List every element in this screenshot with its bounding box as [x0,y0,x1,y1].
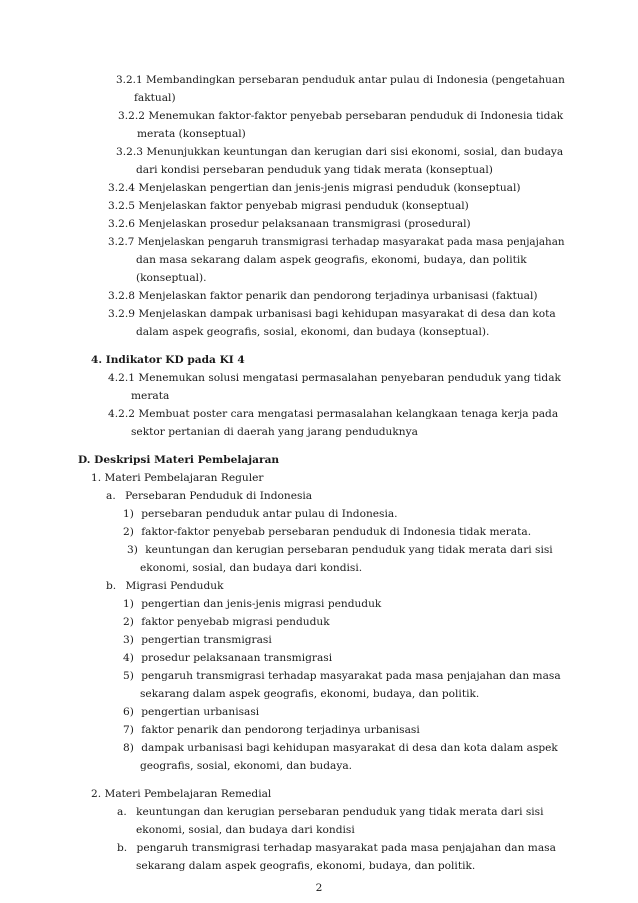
ki4-heading: 4. Indikator KD pada KI 4 [91,354,245,366]
item-text: pengaruh transmigrasi terhadap masyarakat pada masa penjajahan dan masa [141,670,561,682]
item-number: 3) [123,634,134,646]
item-text: prosedur pelaksanaan transmigrasi [141,652,333,664]
indicator-number: 4.2.2 [108,408,135,420]
list-item [123,705,259,719]
indicator-text-cont: dalam aspek geografis, sosial, ekonomi, dan budaya (konseptual). [136,326,490,338]
indicator-text: Menemukan solusi mengatasi permasalahan penyebaran penduduk yang tidak [138,372,561,384]
item-text-cont: geografis, sosial, ekonomi, dan budaya. [140,760,352,772]
list-item [123,723,420,737]
item-number: 2) [123,616,134,628]
item-number: 3) [127,544,138,556]
indicator-number: 4.2.1 [108,372,135,384]
item-text-cont: ekonomi, sosial, dan budaya dari kondisi. [140,562,363,574]
indicator-text-cont: merata (konseptual) [137,128,246,140]
item-number: 6) [123,706,134,718]
item-text: persebaran penduduk antar pulau di Indonesia. [141,508,398,520]
list-item [123,669,561,683]
indicator-number: 3.2.2 [118,110,145,122]
indicator-text-cont: dan masa sekarang dalam aspek geografis, ekonomi, budaya, dan politik [136,254,527,266]
list-item [127,543,553,557]
indicator-number: 3.2.3 [116,146,143,158]
item-text: pengertian dan jenis-jenis migrasi penduduk [141,598,382,610]
item-text: dampak urbanisasi bagi kehidupan masyarakat di desa dan kota dalam aspek [141,742,558,754]
indicator-text-cont: sektor pertanian di daerah yang jarang penduduknya [131,426,418,438]
list-item [117,841,556,855]
indicator-text: Menemukan faktor-faktor penyebab persebaran penduduk di Indonesia tidak [148,110,564,122]
indicator-text: Menjelaskan faktor penarik dan pendorong terjadinya urbanisasi (faktual) [138,290,538,302]
indicator-number: 3.2.4 [108,182,135,194]
indicator-text: Menjelaskan prosedur pelaksanaan transmigrasi (prosedural) [138,218,471,230]
item-number: 4) [123,652,134,664]
indicator-text: Membuat poster cara mengatasi permasalahan kelangkaan tenaga kerja pada [138,408,559,420]
list-item [123,741,558,755]
item-text: pengaruh transmigrasi terhadap masyarakat pada masa penjajahan dan masa [136,842,556,854]
item-number: 1) [123,598,134,610]
indicator-text-cont: merata [131,390,170,402]
remedial-heading: 2. Materi Pembelajaran Remedial [91,788,272,800]
indicator-text: Menjelaskan pengaruh transmigrasi terhadap masyarakat pada masa penjajahan [137,236,565,248]
item-text: pengertian transmigrasi [141,634,272,646]
item-text: faktor penyebab migrasi penduduk [141,616,330,628]
indicator-number: 3.2.5 [108,200,135,212]
indicator-text-cont: faktual) [134,92,176,104]
item-number: 1) [123,508,134,520]
indicator-number: 3.2.8 [108,290,135,302]
item-text: keuntungan dan kerugian persebaran penduduk yang tidak merata dari sisi [136,806,544,818]
list-item [123,633,272,647]
item-number: b. [117,842,128,854]
indicator-text-cont: (konseptual). [136,272,207,284]
indicator-number: 3.2.6 [108,218,135,230]
subsection-label: b. [106,580,117,592]
indicator-number: 3.2.7 [108,236,135,248]
item-text: pengertian urbanisasi [141,706,260,718]
indicator-text: Menjelaskan pengertian dan jenis-jenis migrasi penduduk (konseptual) [138,182,521,194]
item-text-cont: sekarang dalam aspek geografis, ekonomi, budaya, dan politik. [136,860,476,872]
item-text-cont: sekarang dalam aspek geografis, ekonomi, budaya, dan politik. [140,688,480,700]
item-number: 7) [123,724,134,736]
subsection-title: Persebaran Penduduk di Indonesia [125,490,313,502]
item-number: 5) [123,670,134,682]
item-text-cont: ekonomi, sosial, dan budaya dari kondisi [136,824,355,836]
list-item [123,597,381,611]
item-text: faktor penarik dan pendorong terjadinya urbanisasi [141,724,420,736]
subsection-title: Migrasi Penduduk [125,580,224,592]
indicator-number: 3.2.1 [116,74,143,86]
item-number: 2) [123,526,134,538]
indicator-text: Menjelaskan faktor penyebab migrasi penduduk (konseptual) [138,200,469,212]
indicator-number: 3.2.9 [108,308,135,320]
item-text: faktor-faktor penyebab persebaran penduduk di Indonesia tidak merata. [141,526,532,538]
list-item [117,805,544,819]
list-item [123,651,332,665]
indicator-text: Menunjukkan keuntungan dan kerugian dari sisi ekonomi, sosial, dan budaya [146,146,564,158]
indicator-text: Menjelaskan dampak urbanisasi bagi kehidupan masyarakat di desa dan kota [138,308,556,320]
page-number: 2 [315,882,323,894]
list-item [123,507,398,521]
indicator-text: Membandingkan persebaran penduduk antar pulau di Indonesia (pengetahuan [145,74,565,86]
item-number: 8) [123,742,134,754]
item-number: a. [117,806,127,818]
list-item [123,525,531,539]
reguler-heading: 1. Materi Pembelajaran Reguler [91,472,264,484]
item-text: keuntungan dan kerugian persebaran penduduk yang tidak merata dari sisi [145,544,553,556]
section-d-heading: D. Deskripsi Materi Pembelajaran [78,454,280,466]
indicator-text-cont: dari kondisi persebaran penduduk yang tidak merata (konseptual) [136,164,493,176]
list-item [123,615,330,629]
subsection-label: a. [106,490,116,502]
